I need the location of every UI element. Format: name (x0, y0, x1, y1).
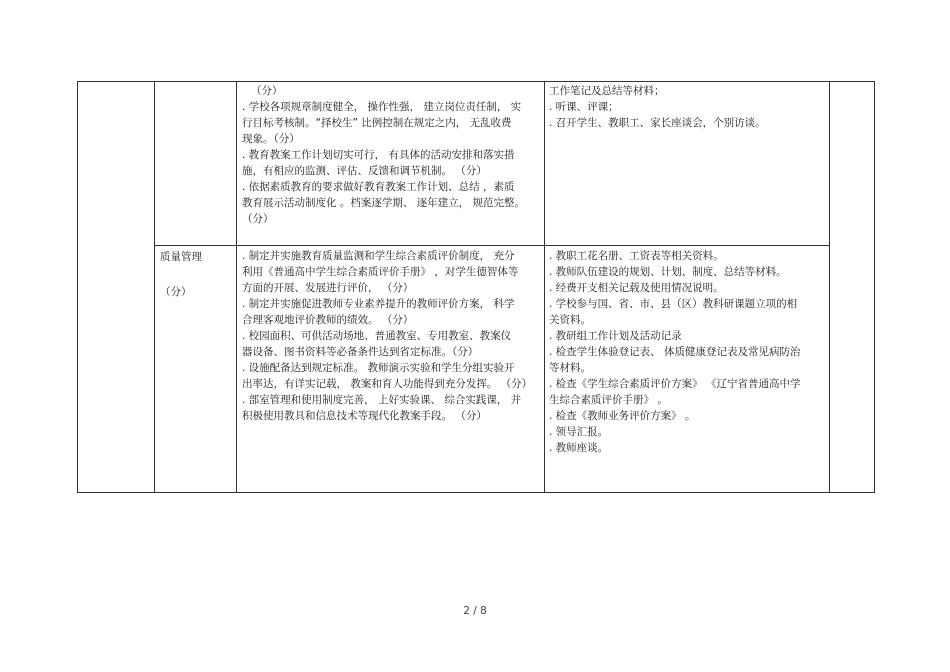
method-line: . 教师队伍建设的规划、计划、制度、总结等材料。 (549, 266, 787, 278)
row1-methods (549, 83, 766, 131)
criteria-line: 行目标考核制。“择校生” 比例控制在规定之内， 无乱收费 (242, 117, 512, 129)
criteria-line: 器设备、图书资料等必备条件达到省定标准。（分） (242, 346, 479, 358)
criteria-line: 方面的开展、发展进行评价， （分） (242, 282, 414, 294)
table-border-right (874, 81, 875, 493)
method-line: . 检查《学生综合素质评价方案》 《辽宁省普通高中学 (549, 378, 801, 390)
method-line: . 教职工花名册、工资表等相关资料。 (549, 250, 724, 262)
table-column-divider-3 (544, 81, 545, 493)
method-line: 关资料。 (549, 314, 591, 326)
criteria-line: . 制定并实施促进教师专业素养提升的教师评价方案， 科学 (242, 298, 515, 310)
method-line: 等材料。 (549, 362, 591, 374)
criteria-line: . 学校各项规章制度健全， 操作性强， 建立岗位责任制， 实 (242, 101, 522, 113)
method-line: . 教师座谈。 (549, 442, 609, 454)
criteria-line: （分） (242, 213, 274, 225)
method-line: . 经费开支相关记载及使用情况说明。 (549, 282, 724, 294)
criteria-line: 教育展示活动制度化 。档案逐学期、 逐年建立， 规范完整。 (242, 197, 526, 209)
criteria-line: 出率达，有详实记载， 教案和育人功能得到充分发挥。 （分） (242, 378, 533, 390)
table-row-divider (154, 245, 829, 246)
criteria-line: 积极使用教具和信息技术等现代化教案手段。 （分） (242, 410, 487, 422)
criteria-line: . 教育教案工作计划切实可行， 有具体的活动安排和落实措 (242, 149, 515, 161)
method-line: . 召开学生、教职工、家长座谈会，个别访谈。 (549, 117, 766, 129)
table-column-divider-1 (154, 81, 155, 493)
criteria-line: . 校园面积、可供活动场地、普通教室、专用教室、教案仪 (242, 330, 512, 342)
method-line: 工作笔记及总结等材料； (549, 85, 665, 97)
row1-criteria (242, 83, 525, 227)
method-line: . 检查学生体验登记表、 体质健康登记表及常见病防治 (549, 346, 801, 358)
table-border-left (77, 81, 78, 493)
table-column-divider-2 (236, 81, 237, 493)
criteria-line: . 制定并实施教育质量监测和学生综合素质评价制度， 充分 (242, 250, 515, 262)
table-border-top (77, 81, 874, 82)
page-number: 2 / 8 (463, 605, 487, 617)
method-line: . 听课、评课； (549, 101, 619, 113)
category-label: 质量管理 (160, 251, 202, 263)
row2-criteria (242, 248, 532, 424)
method-line: . 检查《教师业务评价方案》 。 (549, 410, 696, 422)
method-line: 生综合素质评价手册》 。 (549, 394, 668, 406)
criteria-line: . 部室管理和使用制度完善， 上好实验课、 综合实践课， 并 (242, 394, 522, 406)
criteria-line: 现象。（分） (242, 133, 300, 145)
table-border-bottom (77, 492, 874, 493)
method-line: . 学校参与国、省、市、县（区）教科研课题立项的相 (549, 298, 798, 310)
criteria-line: （分） (251, 85, 283, 97)
criteria-line: 利用《普通高中学生综合素质评价手册》 ，对学生德智体等 (242, 266, 519, 278)
criteria-line: 合理客观地评价教师的绩效。 （分） (242, 314, 414, 326)
table-column-divider-4 (829, 81, 830, 493)
category-score: （分） (160, 286, 192, 298)
method-line: . 领导汇报。 (549, 426, 609, 438)
row2-methods (549, 248, 801, 456)
criteria-line: . 设施配备达到规定标准。 教师演示实验和学生分组实验开 (242, 362, 515, 374)
criteria-line: . 依据素质教育的要求做好教育教案工作计划、总结 ，素质 (242, 181, 515, 193)
method-line: . 教研组工作计划及活动记录 (549, 330, 682, 342)
criteria-line: 施，有相应的监测、评估、反馈和调节机制。 （分） (242, 165, 487, 177)
